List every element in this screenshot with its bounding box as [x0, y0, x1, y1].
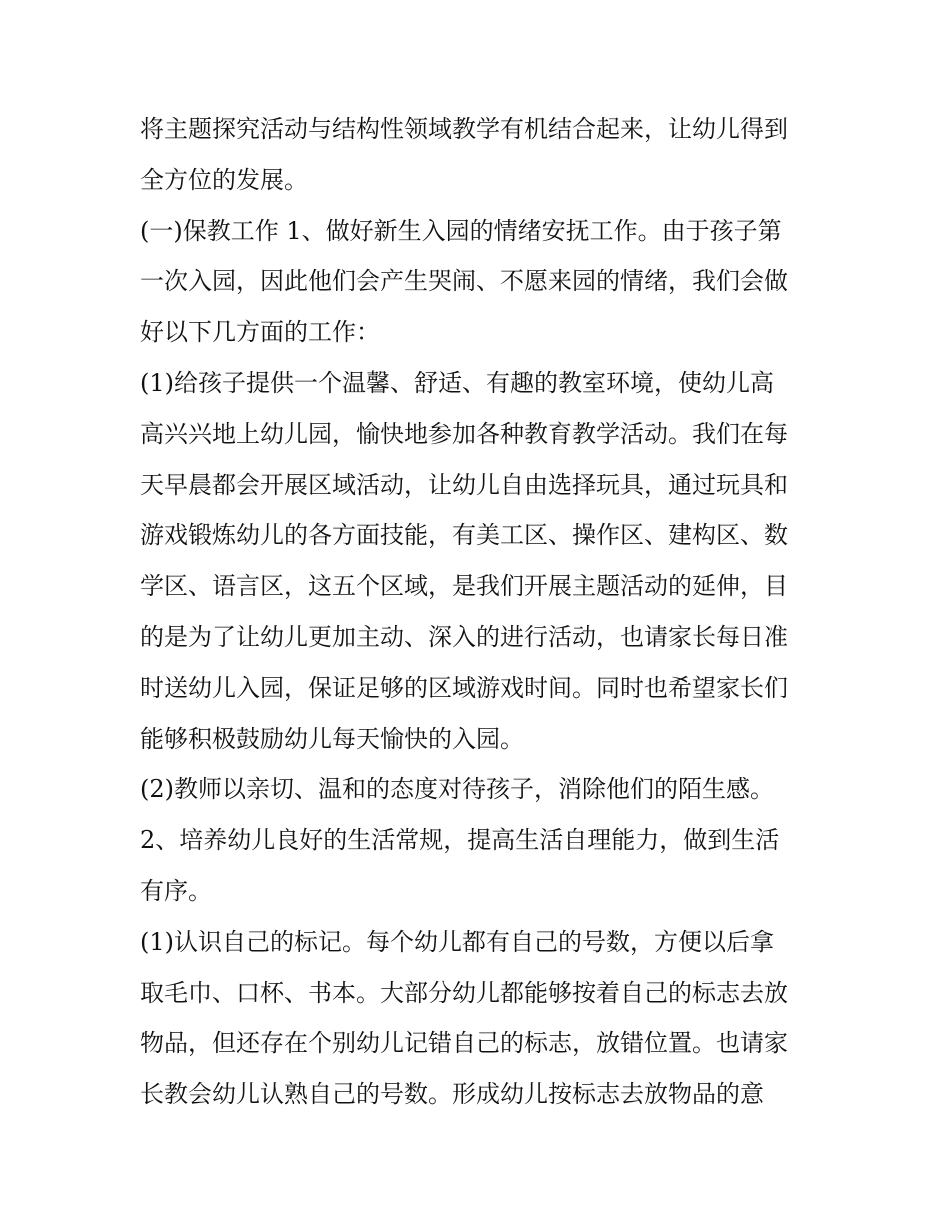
text-line: 2、培养幼儿良好的生活常规，提高生活自理能力，做到生活 — [140, 826, 780, 855]
text-line: 将主题探究活动与结构性领域教学有机结合起来，让幼儿得到 — [140, 115, 788, 143]
text-line: 有序。 — [140, 876, 212, 905]
text-line: 能够积极鼓励幼儿每天愉快的入园。 — [140, 724, 524, 753]
text-line: (2)教师以亲切、温和的态度对待孩子，消除他们的陌生感。 — [140, 775, 774, 804]
text-line: 学区、语言区，这五个区域，是我们开展主题活动的延伸，目 — [140, 572, 788, 601]
text-line: 长教会幼儿认熟自己的号数。形成幼儿按标志去放物品的意 — [140, 1080, 764, 1109]
text-line: (1)给孩子提供一个温馨、舒适、有趣的教室环境，使幼儿高 — [140, 368, 774, 397]
text-line: 的是为了让幼儿更加主动、深入的进行活动，也请家长每日准 — [140, 622, 788, 651]
text-line: 物品，但还存在个别幼儿记错自己的标志，放错位置。也请家 — [140, 1029, 788, 1058]
text-line: 好以下几方面的工作： — [140, 318, 380, 347]
text-line: 全方位的发展。 — [140, 165, 308, 194]
text-line: (1)认识自己的标记。每个幼儿都有自己的号数，方便以后拿 — [140, 927, 774, 956]
text-line: 时送幼儿入园，保证足够的区域游戏时间。同时也希望家长们 — [140, 673, 788, 702]
body-text — [140, 104, 820, 1120]
text-line: 一次入园，因此他们会产生哭闹、不愿来园的情绪，我们会做 — [140, 267, 788, 296]
text-line: 游戏锻炼幼儿的各方面技能，有美工区、操作区、建构区、数 — [140, 521, 788, 550]
text-line: 天早晨都会开展区域活动，让幼儿自由选择玩具，通过玩具和 — [140, 470, 788, 499]
text-line: (一)保教工作 1、做好新生入园的情绪安抚工作。由于孩子第 — [140, 216, 782, 245]
text-line: 高兴兴地上幼儿园，愉快地参加各种教育教学活动。我们在每 — [140, 419, 788, 448]
text-line: 取毛巾、口杯、书本。大部分幼儿都能够按着自己的标志去放 — [140, 978, 788, 1007]
